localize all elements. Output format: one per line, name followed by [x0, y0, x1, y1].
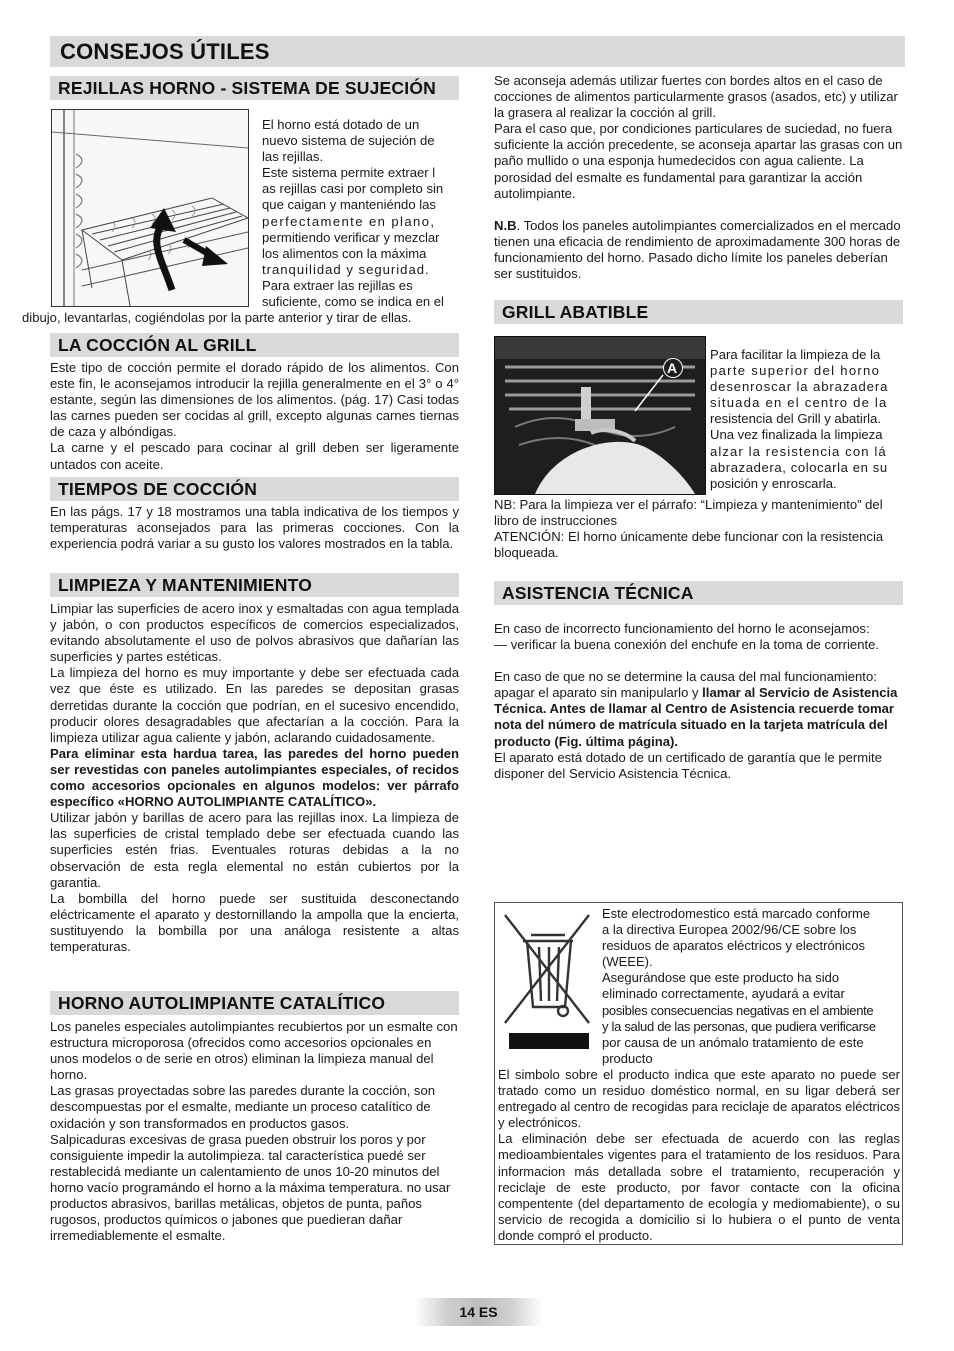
section-title-asistencia: ASISTENCIA TÉCNICA [502, 583, 694, 603]
nb-label: N.B [494, 217, 517, 233]
weee-line: (WEEE). [602, 954, 653, 970]
weee-line: por causa de un anómalo tratamiento de este [602, 1034, 864, 1050]
abatible-line: alzar la resistencia con lá [710, 443, 887, 459]
rejillas-last-line: dibujo, levantarlas, cogiéndolas por la parte anterior y tirar de ellas. [22, 310, 412, 325]
weee-line: Este electrodomestico está marcado conforme [602, 906, 871, 921]
right-top-paragraph: Se aconseja además utilizar fuertes con bordes altos en el caso de cocciones de alimentos particularmente grasos (asados, etc) y utilizar la grasera al realizar la cocción al grill. [494, 73, 898, 121]
asistencia-paragraph: El aparato está dotado de un certificado de garantía que le permite disponer del Servicio Asistencia Técnica. [494, 749, 882, 781]
weee-notice-box [494, 902, 903, 1245]
figure-label-a: A [667, 360, 678, 376]
section-title-tiempos: TIEMPOS DE COCCIÓN [58, 479, 258, 499]
section-title-abatible: GRILL ABATIBLE [502, 302, 649, 322]
crossed-bin-icon [503, 911, 593, 1051]
abatible-line: resistencia del Grill y abatirla. [710, 411, 882, 427]
oven-rack-drawing [52, 110, 248, 306]
abatible-notes [494, 497, 903, 561]
weee-paragraph: El simbolo sobre el producto indica que este aparato no puede ser tratado como un residuo doméstico normal, en su ligar deberá ser entregado al centro de recogidas para reciclaje de aparatos eléctricos y electrónicos. [498, 1067, 900, 1131]
grill-photo [494, 336, 706, 495]
rejillas-line: las rejillas. [262, 149, 324, 165]
asistencia-text [494, 621, 903, 782]
nb-paragraph [494, 218, 903, 282]
page-number: 14 ES [459, 1304, 498, 1320]
limpieza-paragraph: Limpiar las superficies de acero inox y esmaltadas con agua templada y jabón, o con productos específicos de comercios especializados, evitando absolutamente el uso de polvos abrasivos que dañarían las superficies y partes estéticas. [50, 601, 459, 665]
tiempos-paragraph: En las págs. 17 y 18 mostramos una tabla indicativa de los tiempos y temperaturas aconsejados para las primeras cocciones. Con la experiencia podrá variar a su gusto los valores mostrados en la tabla. [50, 504, 459, 552]
page-title: CONSEJOS ÚTILES [60, 39, 270, 64]
section-header-catalitico [50, 991, 459, 1015]
weee-wrapped-text [602, 906, 900, 1067]
weee-bottom-text [498, 1067, 900, 1244]
weee-paragraph: La eliminación debe ser efectuada de acuerdo con las reglas medioambientales vigentes para el tratamiento de los residuos. Para informacion más detallada sobre el tratamiento, recuperación y reciclaje de este producto, por favor contacte con la oficina compentente (del departamento de ecología y mediomabiente), o su servicio de recogida a domicilio si lo hubiera o el punto de venta donde compró el producto. [498, 1131, 900, 1243]
abatible-line: posición y enroscarla. [710, 475, 837, 491]
catalitico-paragraph: Salpicaduras excesivas de grasa pueden obstruir los poros y por consiguiente impedir la autolimpieza. tal característica puedé ser restablecidá mediante un calentamiento de unos 10-20 minutos del horno vacío programándo el horno a la máxima temperatura. no usar productos abrasivos, barillas metálicas, objetos de punta, paños rugosos, productos químicos o jabones que puedieran dañar irremediablemente el esmalte. [50, 1131, 451, 1244]
weee-line: y la salud de las personas, que pudiera verificarse [602, 1018, 876, 1034]
abatible-line: Para facilitar la limpieza de la [710, 347, 881, 362]
rejillas-line: perfectamente en plano, [262, 213, 436, 229]
limpieza-bold-paragraph: Para eliminar esta hardua tarea, las paredes del horno pueden ser revestidas con paneles autolimpiantes especiales, of recidos como accesorios opcionales en algunos modelos: ver párrafo específico «HORNO AUTOLIMPIANTE CATALÍTICO». [50, 745, 459, 810]
catalitico-text [50, 1019, 459, 1244]
asistencia-call-normal: En caso de que no se determine la causa del mal funcionamiento: apagar el aparato sin manipularlo y [494, 669, 877, 701]
rejillas-line: El horno está dotado de un [262, 117, 420, 132]
section-header-grill [50, 333, 459, 357]
asistencia-call-bold: llamar al Servicio de Asistencia Técnica. Antes de llamar al Centro de Asistencia recuerde tomar nota del número de matrícula situado en la tarjeta matrícula del producto (Fig. última página). [494, 685, 898, 749]
oven-rack-illustration [51, 109, 249, 307]
section-header-limpieza [50, 573, 459, 597]
rejillas-line: Este sistema permite extraer l [262, 165, 436, 181]
rejillas-line: suficiente, como se indica en el [262, 294, 444, 310]
grill-photo-drawing [495, 337, 705, 494]
grill-text [50, 360, 459, 473]
asistencia-paragraph: — verificar la buena conexión del enchufe en la toma de corriente. [494, 637, 880, 653]
section-header-tiempos [50, 477, 459, 501]
asistencia-call-paragraph [494, 669, 903, 749]
weee-line: residuos de aparatos eléctricos y electrónicos [602, 938, 866, 954]
abatible-wrapped-text [710, 347, 903, 492]
abatible-line: parte superior del horno [710, 363, 881, 379]
page-title-banner [50, 36, 905, 67]
abatible-line: situada en el centro de la [710, 395, 888, 411]
weee-line: eliminado correctamente, ayudará a evitar [602, 986, 845, 1002]
grill-paragraph: La carne y el pescado para cocinar al grill deben ser ligeramente untados con aceite. [50, 440, 459, 472]
nb-text: . Todos los paneles autolimpiantes comercializados en el mercado tienen una eficacia de rendimiento de aproximadamente 300 horas de funcionamiento del horno. Pasado dicho límite los paneles deberían ser sustituidos. [494, 217, 901, 282]
section-header-rejillas [50, 76, 459, 100]
abatible-nb: NB: Para la limpieza ver el párrafo: “Limpieza y mantenimiento” del libro de instrucciones [494, 497, 883, 529]
rejillas-line: los alimentos con la máxima [262, 245, 427, 261]
abatible-atencion: ATENCIÓN: El horno únicamente debe funcionar con la resistencia bloqueada. [494, 529, 884, 561]
rejillas-line: as rejillas casi por completo sin [262, 181, 444, 197]
abatible-line: abrazadera, colocarla en su [710, 459, 888, 475]
weee-line: Asegurándose que este producto ha sido [602, 970, 840, 986]
limpieza-paragraph: Utilizar jabón y barillas de acero para las rejillas inox. La limpieza de las superficies de cristal templado debe ser efectuada cuando las superficies estén frias. Eventuales roturas debidas a la no observación de esta regla elemental no están cubiertos por la garantia. [50, 810, 459, 890]
right-top-text [494, 73, 903, 282]
weee-line: a la directiva Europea 2002/96/CE sobre los [602, 922, 857, 938]
limpieza-text [50, 601, 459, 955]
rejillas-line: tranquilidad y seguridad. [262, 261, 430, 277]
weee-line: producto [602, 1050, 653, 1066]
section-header-asistencia [494, 581, 903, 605]
catalitico-paragraph: Las grasas proyectadas sobre las paredes durante la cocción, son descompuestas por el esmalte, mediante un proceso catalítico de oxidación y son transformados en productos gasos. [50, 1083, 436, 1131]
right-top-paragraph: Para el caso que, por condiciones particulares de suciedad, no fuera suficiente la acción precedente, se aconseja apartar las grasas con un paño mullido o una esponja humedecidos con agua caliente. La porosidad del esmalte es fundamental para garantizar la acción autolimpiante. [494, 121, 903, 201]
catalitico-paragraph: Los paneles especiales autolimpiantes recubiertos por un esmalte con estructura microporosa (ofrecidos como accesorios opcionales en unos modelos o de serie en otros) eliminan la limpieza manual del horno. [50, 1019, 458, 1083]
section-title-catalitico: HORNO AUTOLIMPIANTE CATALÍTICO [58, 993, 386, 1013]
section-title-rejillas: REJILLAS HORNO - SISTEMA DE SUJECIÓN [58, 78, 436, 98]
limpieza-paragraph: La limpieza del horno es muy importante y debe ser efectuada cada vez que éste es utilizado. En las paredes se depositan grasas derretidas durante la cocción que podrían, en el sucesivo encendido, producir olores desagradables que afectarían a la cocción. Para la limpieza utilizar agua caliente y jabón, aclarando cuidadosamente. [50, 665, 459, 745]
tiempos-text [50, 504, 459, 552]
section-title-limpieza: LIMPIEZA Y MANTENIMIENTO [58, 575, 313, 595]
weee-line: posibles consecuencias negativas en el ambiente [602, 1002, 874, 1018]
rejillas-line: nuevo sistema de sujeción de [262, 133, 435, 149]
rejillas-line: Para extraer las rejillas es [262, 277, 413, 293]
grill-paragraph: Este tipo de cocción permite el dorado rápido de los alimentos. Con este fin, le aconsejamos introducir la rejilla generalmente en el 3° o 4° estante, según las dimensiones de los alimentos. (pág. 17) Casi todas las carnes pueden ser cocidas al grill, excepto algunas carnes tiernas de caza y albóndigas. [50, 360, 459, 440]
abatible-line: Una vez finalizada la limpieza [710, 427, 883, 443]
rejillas-line: que caigan y manteniéndo las [262, 197, 436, 213]
page-number-badge [415, 1298, 542, 1326]
section-title-grill: LA COCCIÓN AL GRILL [58, 335, 257, 355]
asistencia-paragraph: En caso de incorrecto funcionamiento del horno le aconsejamos: [494, 621, 870, 636]
abatible-line: desenroscar la abrazadera [710, 379, 889, 395]
rejillas-line: permitiendo verificar y mezclar [262, 229, 440, 245]
rejillas-wrapped-text [262, 117, 459, 310]
limpieza-paragraph: La bombilla del horno puede ser sustituida desconectando eléctricamente el aparato y destornillando la ampolla que la encierta, sustituyendo la bombilla por una análoga resistente a altas temperaturas. [50, 890, 459, 954]
section-header-abatible [494, 300, 903, 324]
